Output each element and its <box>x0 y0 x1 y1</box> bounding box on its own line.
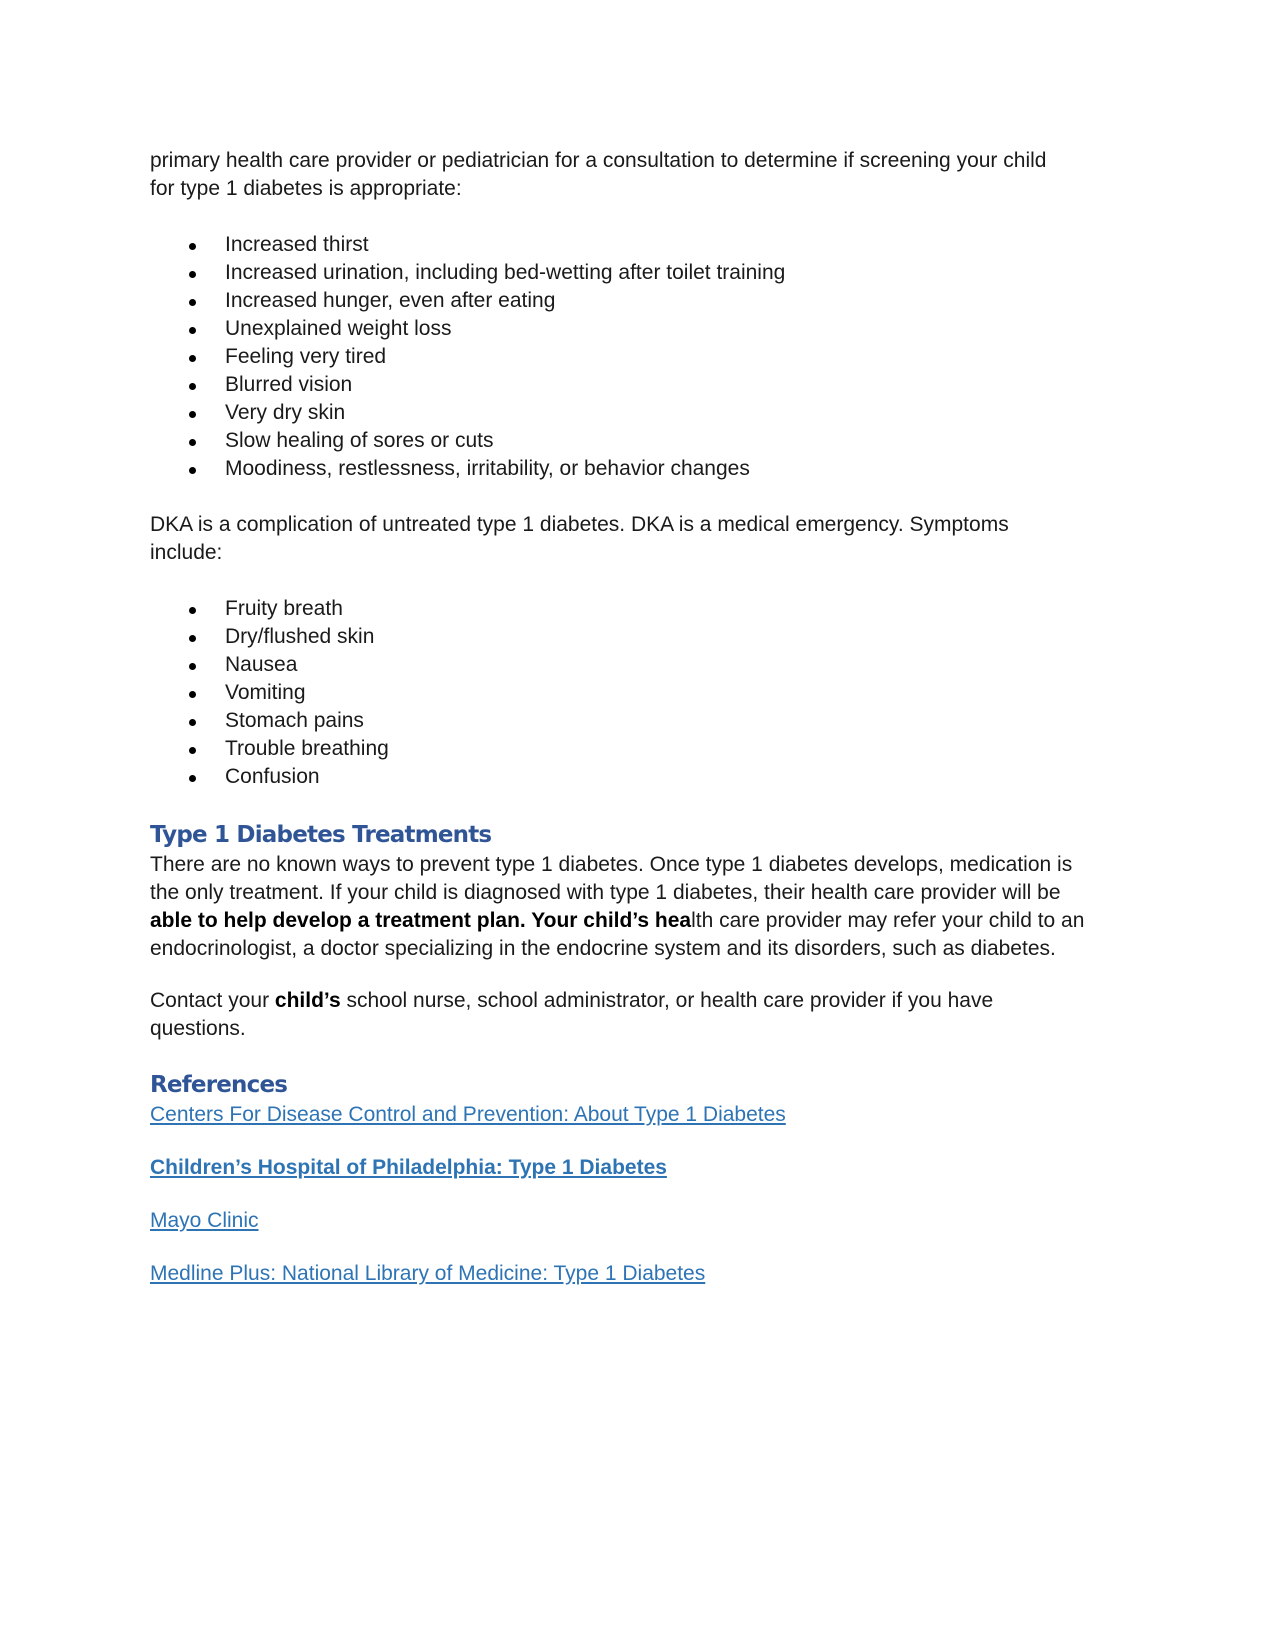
treatments-heading: Type 1 Diabetes Treatments <box>150 822 492 848</box>
list-item: Moodiness, restlessness, irritability, or behavior changes <box>150 455 1130 483</box>
intro-paragraph <box>150 147 1130 203</box>
list-item: Fruity breath <box>150 595 1130 623</box>
list-item: Trouble breathing <box>150 735 1130 763</box>
contact-line-2: questions. <box>150 1017 246 1040</box>
list-item: Slow healing of sores or cuts <box>150 427 1130 455</box>
list-item: Stomach pains <box>150 707 1130 735</box>
reference-link-medline[interactable]: Medline Plus: National Library of Medicine: Type 1 Diabetes <box>150 1262 706 1285</box>
reference-link-cdc[interactable]: Centers For Disease Control and Prevention: About Type 1 Diabetes <box>150 1103 786 1126</box>
list-item: Very dry skin <box>150 399 1130 427</box>
treatments-line-1: There are no known ways to prevent type 1 diabetes. Once type 1 diabetes develops, medication is <box>150 853 1073 876</box>
list-item: Blurred vision <box>150 371 1130 399</box>
list-item: Unexplained weight loss <box>150 315 1130 343</box>
treatments-paragraph <box>150 851 1130 963</box>
symptom-list <box>150 231 1130 483</box>
treatments-line-3: lth care provider may refer your child to an <box>691 909 1085 932</box>
list-item: Increased thirst <box>150 231 1130 259</box>
contact-paragraph <box>150 987 1130 1043</box>
references-heading: References <box>150 1072 288 1098</box>
contact-prefix: Contact your <box>150 989 275 1012</box>
contact-rest: school nurse, school administrator, or health care provider if you have <box>340 989 994 1012</box>
list-item: Vomiting <box>150 679 1130 707</box>
dka-paragraph <box>150 511 1130 567</box>
document-page <box>150 147 1130 1313</box>
list-item: Nausea <box>150 651 1130 679</box>
list-item: Increased urination, including bed-wetting after toilet training <box>150 259 1130 287</box>
treatments-bold-text: able to help develop a treatment plan. Your child’s hea <box>150 909 692 932</box>
list-item: Increased hunger, even after eating <box>150 287 1130 315</box>
contact-bold-text: child’s <box>274 989 341 1012</box>
dka-symptom-list <box>150 595 1130 791</box>
treatments-line-4: endocrinologist, a doctor specializing in the endocrine system and its disorders, such as diabetes. <box>150 937 1056 960</box>
list-item: Dry/flushed skin <box>150 623 1130 651</box>
list-item: Confusion <box>150 763 1130 791</box>
reference-link-chop[interactable]: Children’s Hospital of Philadelphia: Type 1 Diabetes <box>150 1156 667 1179</box>
dka-line-2: include: <box>150 541 223 564</box>
treatments-line-2: the only treatment. If your child is diagnosed with type 1 diabetes, their health care provider will be <box>150 881 1061 904</box>
reference-link-mayo[interactable]: Mayo Clinic <box>150 1209 259 1232</box>
dka-line-1: DKA is a complication of untreated type 1 diabetes. DKA is a medical emergency. Symptoms <box>150 513 1009 536</box>
intro-line-2: for type 1 diabetes is appropriate: <box>150 177 462 200</box>
intro-line-1: primary health care provider or pediatrician for a consultation to determine if screening your child <box>150 149 1047 172</box>
list-item: Feeling very tired <box>150 343 1130 371</box>
